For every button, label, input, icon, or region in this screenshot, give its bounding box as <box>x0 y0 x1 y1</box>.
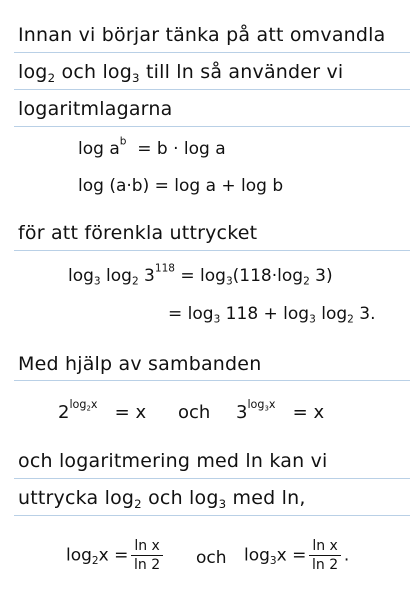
ruled-line <box>14 515 410 516</box>
ruled-line <box>14 478 410 479</box>
ruled-line <box>14 126 410 127</box>
conclusion-line-1: och logaritmering med ln kan vi <box>18 450 328 472</box>
identity-och: och <box>178 402 211 423</box>
identity-base-2: $2^{log_2x}$ = x <box>58 397 147 423</box>
ruled-line <box>14 52 410 53</box>
log-law-power: $\log a^b = b \cdot \log a$ <box>78 135 226 159</box>
expression-line-1: $\log_3 \log_2 3^{118} = \log_3(118\cdot\log_2$ 3) <box>68 262 333 288</box>
intro-line-3: logaritmlagarna <box>18 98 173 120</box>
intro-line-1: Innan vi börjar tänka på att omvandla <box>18 24 386 46</box>
final-och: och <box>196 548 227 568</box>
final-formula-log3: $\log_3x$ = $\frac{\text{ln x}}{\ln 2}$ . <box>244 538 350 573</box>
fraction-log2: $\frac{\text{ln x}}{\ln 2}$ <box>131 538 163 573</box>
intro-line-2: $\log_2$ och $\log_3$ till ln så använder vi <box>18 61 344 86</box>
log-law-product: log (a·b) = log a + log b <box>78 176 284 196</box>
final-formula-log2: $\log_2x$ = $\frac{\text{ln x}}{\ln 2}$ <box>66 538 166 573</box>
fraction-log3: $\frac{\text{ln x}}{\ln 2}$ <box>309 538 341 573</box>
ruled-line <box>14 250 410 251</box>
conclusion-line-2: uttrycka $\log_2$ och $\log_3$ med ln, <box>18 487 306 512</box>
expression-line-2: = $\log_3 118 + \log_3 \log_2 3$. <box>168 304 376 326</box>
help-text: Med hjälp av sambanden <box>18 353 262 375</box>
identity-base-3: $3^{log_3x}$ = x <box>236 397 325 423</box>
ruled-line <box>14 89 410 90</box>
simplify-text: för att förenkla uttrycket <box>18 222 258 244</box>
ruled-line <box>14 380 410 381</box>
